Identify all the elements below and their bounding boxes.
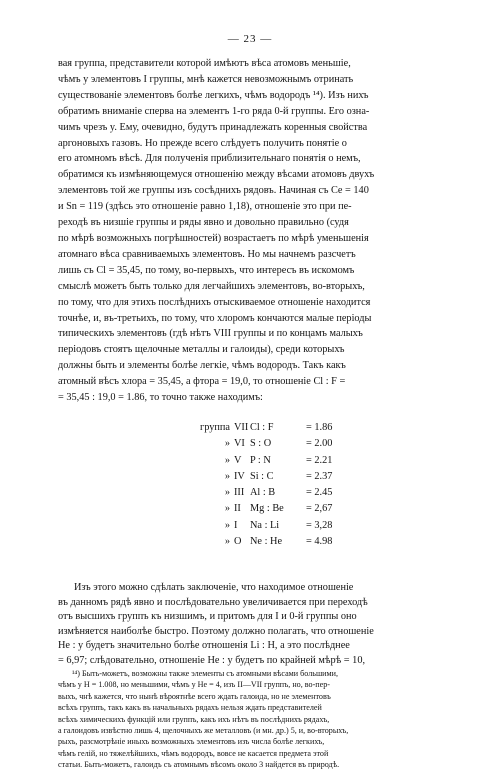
group-numeral: III (234, 487, 245, 499)
element-pair: Ne : He (250, 536, 283, 548)
text-line: по тому, что для этихъ послѣднихъ отыскиваемое отношеніе находится (58, 296, 371, 308)
ratio-row (190, 485, 350, 501)
text-line: періодовъ стоятъ щелочные металлы и галоиды), среди которыхъ (58, 344, 345, 356)
ratio-row (190, 453, 350, 469)
text-line: въ данномъ рядѣ явно и послѣдовательно увеличивается при переходѣ (58, 596, 368, 608)
element-pair: Al : B (250, 487, 276, 499)
group-numeral: VI (234, 438, 245, 450)
text-line: = 35,45 : 19,0 = 1.86, то точно также находимъ: (58, 392, 263, 404)
group-prefix: » (224, 487, 230, 499)
text-line: обратимся къ измѣняющемуся отношенію между вѣсами атомовъ двухъ (58, 169, 375, 181)
ratio-row (190, 436, 350, 452)
text-line: существованіе элементовъ болѣе легкихъ, чѣмъ водородъ ¹⁴). Изъ нихъ (58, 89, 369, 101)
group-numeral: O (234, 536, 242, 548)
text-line: смыслѣ можетъ быть только для легчайшихъ элементовъ, во-вторыхъ, (58, 280, 365, 292)
text-line: рыхъ, разсмотрѣніе иныхъ возможныхъ элементовъ изъ числа болѣе легкихъ, (58, 737, 325, 747)
conclusion-paragraph (58, 581, 444, 668)
ratio-row (190, 534, 350, 550)
text-line: вая группа, представители которой имѣютъ вѣса атомовъ меньшіе, (58, 58, 351, 69)
ratio-value: = 3,28 (306, 519, 333, 531)
text-line: его атомномъ вѣсѣ. Для полученія приблизительнаго понятія о немъ, (58, 153, 361, 165)
text-line: всѣхъ группъ, такъ какъ въ начальныхъ рядахъ нельзя ждать представителей (58, 703, 322, 713)
ratio-value: = 2.21 (306, 454, 333, 466)
group-numeral: I (234, 519, 238, 531)
text-line: = 6,97; слѣдовательно, отношеніе He : y будетъ по крайней мѣрѣ = 10, (58, 654, 366, 666)
ratio-value: = 4.98 (306, 536, 333, 548)
footnote (58, 668, 444, 771)
text-line: выхъ, чнѣ кажется, что нынѣ вѣроятнѣе всего ждать галоида, но не элементовъ (58, 691, 331, 701)
ratio-value: = 2,67 (306, 503, 333, 515)
element-pair: S : O (250, 438, 272, 450)
element-pair: Na : Li (250, 519, 280, 531)
ratio-table (190, 420, 350, 550)
element-pair: P : N (250, 454, 271, 466)
text-line: элементовъ той же группы изъ сосѣднихъ рядовъ. Начиная съ Ce = 140 (58, 185, 369, 197)
text-line: а галоидовъ извѣстно лишь 4, щелочныхъ же металловъ (и мн. др.) 5, и, во-вторыхъ, (58, 726, 349, 736)
text-line: лишь съ Cl = 35,45, по тому, во-первыхъ, что интересъ въ искомомъ (58, 264, 355, 276)
group-prefix: » (224, 438, 230, 450)
body-paragraph (58, 56, 444, 406)
group-prefix: группа (200, 422, 230, 433)
group-numeral: II (234, 503, 241, 515)
ratio-row (190, 518, 350, 534)
text-line: статьи. Быть-можетъ, галоидъ съ атомнымъ вѣсомъ около 3 найдется въ природѣ. (58, 760, 340, 770)
ratio-value: = 1.86 (306, 422, 333, 433)
group-prefix: » (224, 503, 230, 515)
group-prefix: » (224, 470, 230, 482)
group-numeral: IV (234, 470, 245, 482)
page-number: — 23 — (227, 33, 273, 45)
group-prefix: » (224, 519, 230, 531)
ratio-row (190, 501, 350, 517)
element-pair: Si : C (250, 470, 274, 482)
text-line: точнѣе, и, въ-третьихъ, по тому, что хлоромъ кончаются малые періоды (58, 312, 372, 324)
group-prefix: » (224, 454, 230, 466)
ratio-value: = 2.00 (306, 438, 333, 450)
text-line: типическихъ элементовъ (гдѣ нѣтъ VIII группы и по концамъ малыхъ (58, 328, 363, 340)
text-line: He : y будетъ значительно болѣе отношенія Li : H, а это послѣднее (58, 640, 350, 651)
element-pair: Cl : F (250, 422, 274, 433)
ratio-row (190, 469, 350, 485)
text-line: реходѣ въ низшіе группы и ряды явно и довольно правильно (судя (58, 217, 349, 229)
text-line: всѣхъ химическихъ функцій или группъ, какъ ихъ нѣтъ въ послѣднихъ рядахъ, (58, 714, 330, 724)
ratio-row (190, 420, 350, 436)
text-line: Изъ этого можно сдѣлать заключеніе, что находимое отношеніе (74, 582, 354, 593)
text-line: должны быть и элементы болѣе легкіе, чѣмъ водородъ. Такъ какъ (58, 360, 346, 372)
text-line: чѣмъ у элементовъ I группы, мнѣ кажется невозможнымъ отринать (58, 73, 354, 85)
group-prefix: » (224, 536, 230, 548)
text-line: ¹⁴) Быть-можетъ, возможны также элементы съ атомными вѣсами большими, (72, 669, 338, 678)
text-line: по мѣрѣ возможныхъ погрѣшностей) возрастаетъ по мѣрѣ уменьшенія (58, 232, 369, 244)
text-line: отъ высшихъ группъ къ низшимъ, и притомъ для I и 0-й группы оно (58, 611, 357, 622)
text-line: чимъ чрезъ y. Ему, очевидно, будутъ принадлежать коренныя свойства (58, 121, 368, 133)
element-pair: Mg : Be (250, 503, 284, 515)
text-line: аргоновыхъ газовъ. Но прежде всего слѣдуетъ получить понятіе о (58, 137, 347, 149)
text-line: обратимъ вниманіе сперва на элементъ 1-го ряда 0-й группы. Его озна- (58, 105, 370, 117)
group-numeral: V (234, 454, 242, 466)
group-numeral: VII (234, 422, 249, 433)
text-line: и Sn = 119 (здѣсь это отношеніе равно 1,18), отношеніе это при пе- (58, 201, 352, 213)
text-line: атомнаго вѣса сравниваемыхъ элементовъ. Но мы начнемъ разсчетъ (58, 248, 356, 260)
ratio-value: = 2.37 (306, 470, 333, 482)
text-line: атомный вѣсъ хлора = 35,45, а фтора = 19,0, то отношеніе Cl : F = (58, 376, 346, 388)
text-line: чѣмъ у H = 1.008, но меньшими, чѣмъ у He = 4, изъ II—VII группъ, но, во-пер- (58, 680, 330, 690)
text-line: чѣмъ гелій, но тяжелѣйшихъ, чѣмъ водородъ, вовсе не касается предмета этой (58, 748, 329, 758)
text-line: измѣняется наиболѣе быстро. Поэтому должно полагать, что отношеніе (58, 625, 374, 637)
ratio-value: = 2.45 (306, 487, 333, 499)
